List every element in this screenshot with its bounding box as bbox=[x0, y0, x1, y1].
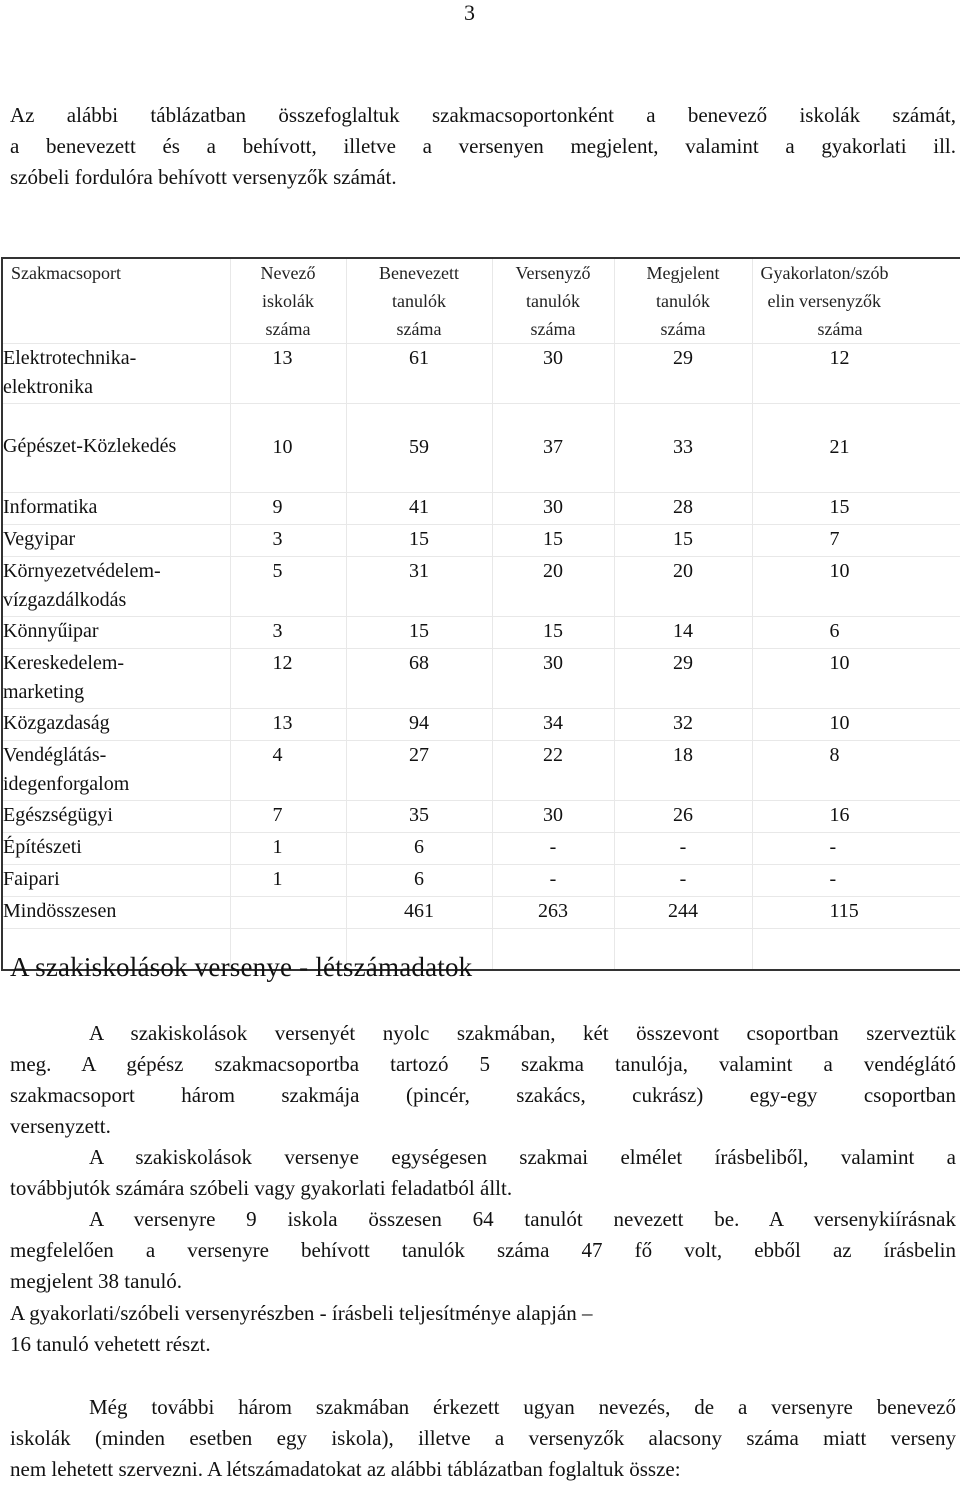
row-label: Könnyűipar bbox=[2, 617, 230, 649]
table-cell: 15 bbox=[492, 525, 614, 557]
text-line: A szakiskolások versenye egységesen szakmai elmélet írásbeliből, valamint a bbox=[89, 1145, 956, 1169]
table-cell: - bbox=[492, 865, 614, 897]
section-paragraph-1 bbox=[10, 1018, 956, 1142]
table-cell: 29 bbox=[614, 344, 752, 404]
intro-paragraph bbox=[10, 100, 956, 193]
table-cell: 461 bbox=[346, 897, 492, 929]
text-line: A gyakorlati/szóbeli versenyrészben - írásbeli teljesítménye alapján – bbox=[10, 1301, 593, 1325]
table-cell: 94 bbox=[346, 709, 492, 741]
table-cell: 16 bbox=[752, 801, 960, 833]
col-header-megjelent: Megjelent tanulók száma bbox=[614, 258, 752, 344]
col-header-nevezo-iskolak: Nevező iskolák száma bbox=[230, 258, 346, 344]
table-cell: - bbox=[614, 833, 752, 865]
table-row bbox=[2, 741, 960, 801]
table-cell: 30 bbox=[492, 649, 614, 709]
table-cell bbox=[230, 897, 346, 929]
table-cell: - bbox=[614, 865, 752, 897]
table-row bbox=[2, 833, 960, 865]
table-cell: 6 bbox=[346, 865, 492, 897]
table-cell: 4 bbox=[230, 741, 346, 801]
table-row bbox=[2, 344, 960, 404]
table-cell: 14 bbox=[614, 617, 752, 649]
table-row bbox=[2, 649, 960, 709]
table-cell: 115 bbox=[752, 897, 960, 929]
row-label: Faipari bbox=[2, 865, 230, 897]
table-cell: - bbox=[752, 865, 960, 897]
table-cell: 263 bbox=[492, 897, 614, 929]
table-cell: 10 bbox=[230, 404, 346, 493]
table-cell: 12 bbox=[230, 649, 346, 709]
intro-line: Az alábbi táblázatban összefoglaltuk szakmacsoportonként a benevező iskolák számát, bbox=[10, 103, 956, 127]
col-header-versenyzo: Versenyző tanulók száma bbox=[492, 258, 614, 344]
table-cell: 20 bbox=[492, 557, 614, 617]
table-row bbox=[2, 493, 960, 525]
table-cell: 31 bbox=[346, 557, 492, 617]
section-paragraph-2 bbox=[10, 1142, 956, 1204]
section-paragraph-4 bbox=[10, 1298, 956, 1360]
text-line: megjelent 38 tanuló. bbox=[10, 1269, 183, 1293]
table-cell: 6 bbox=[752, 617, 960, 649]
text-line: megfelelően a versenyre behívott tanulók száma 47 fő volt, ebből az írásbelin bbox=[10, 1238, 956, 1262]
table-cell: 12 bbox=[752, 344, 960, 404]
table-row bbox=[2, 557, 960, 617]
section-paragraph-3 bbox=[10, 1204, 956, 1297]
text-line: versenyzett. bbox=[10, 1114, 111, 1138]
text-line: szakmacsoport három szakmája (pincér, szakács, cukrász) egy-egy csoportban bbox=[10, 1083, 956, 1107]
table-cell: 1 bbox=[230, 833, 346, 865]
table-cell bbox=[492, 929, 614, 971]
table-cell: 18 bbox=[614, 741, 752, 801]
table-cell: 33 bbox=[614, 404, 752, 493]
table-cell: - bbox=[492, 833, 614, 865]
table-cell: 6 bbox=[346, 833, 492, 865]
page-number: 3 bbox=[464, 0, 475, 25]
table-cell: 59 bbox=[346, 404, 492, 493]
table-cell: 30 bbox=[492, 344, 614, 404]
text-line: továbbjutók számára szóbeli vagy gyakorlati feladatból állt. bbox=[10, 1176, 513, 1200]
table-cell: 7 bbox=[230, 801, 346, 833]
table-row bbox=[2, 801, 960, 833]
table-row bbox=[2, 617, 960, 649]
table-cell: 13 bbox=[230, 344, 346, 404]
row-label: Közgazdaság bbox=[2, 709, 230, 741]
table-cell: 41 bbox=[346, 493, 492, 525]
table-cell: 10 bbox=[752, 649, 960, 709]
table-cell: 15 bbox=[614, 525, 752, 557]
table-cell: 37 bbox=[492, 404, 614, 493]
text-line: Még további három szakmában érkezett ugyan nevezés, de a versenyre benevező bbox=[89, 1395, 956, 1419]
table-cell: 10 bbox=[752, 557, 960, 617]
table-cell: 15 bbox=[752, 493, 960, 525]
table-cell: 35 bbox=[346, 801, 492, 833]
table-cell: 244 bbox=[614, 897, 752, 929]
text-line: 16 tanuló vehetett részt. bbox=[10, 1332, 211, 1356]
table-row bbox=[2, 404, 960, 493]
table-cell: 68 bbox=[346, 649, 492, 709]
table-cell: 1 bbox=[230, 865, 346, 897]
section-paragraph-5 bbox=[10, 1392, 956, 1485]
table-cell: - bbox=[752, 833, 960, 865]
text-line: A versenyre 9 iskola összesen 64 tanulót nevezett be. A versenykiírásnak bbox=[89, 1207, 956, 1231]
row-label: Gépészet-Közlekedés bbox=[2, 404, 230, 493]
row-label: Környezetvédelem- vízgazdálkodás bbox=[2, 557, 230, 617]
table-cell: 29 bbox=[614, 649, 752, 709]
col-header-gyakorlaton: Gyakorlaton/szób elin versenyzők száma bbox=[752, 258, 960, 344]
table-cell: 15 bbox=[346, 617, 492, 649]
table-row bbox=[2, 525, 960, 557]
table-cell: 22 bbox=[492, 741, 614, 801]
row-label: Informatika bbox=[2, 493, 230, 525]
table-cell: 3 bbox=[230, 525, 346, 557]
row-label: Mindösszesen bbox=[2, 897, 230, 929]
text-line: nem lehetett szervezni. A létszámadatokat az alábbi táblázatban foglaltuk össze: bbox=[10, 1457, 681, 1481]
table-cell: 8 bbox=[752, 741, 960, 801]
text-line: iskolák (minden esetben egy iskola), illetve a versenyzők alacsony száma miatt verseny bbox=[10, 1426, 956, 1450]
intro-line: szóbeli fordulóra behívott versenyzők számát. bbox=[10, 165, 397, 189]
table-cell: 30 bbox=[492, 801, 614, 833]
table-cell: 61 bbox=[346, 344, 492, 404]
table-cell: 32 bbox=[614, 709, 752, 741]
row-label: Vendéglátás- idegenforgalom bbox=[2, 741, 230, 801]
table-row bbox=[2, 897, 960, 929]
table-cell: 5 bbox=[230, 557, 346, 617]
table-cell: 15 bbox=[346, 525, 492, 557]
table-row bbox=[2, 709, 960, 741]
table-cell: 9 bbox=[230, 493, 346, 525]
table-cell: 28 bbox=[614, 493, 752, 525]
row-label: Építészeti bbox=[2, 833, 230, 865]
table-header-row bbox=[2, 258, 960, 344]
table-cell: 20 bbox=[614, 557, 752, 617]
col-header-benevezett: Benevezett tanulók száma bbox=[346, 258, 492, 344]
col-header-szakmacsoport: Szakmacsoport bbox=[2, 258, 230, 344]
table-cell bbox=[614, 929, 752, 971]
table-cell: 26 bbox=[614, 801, 752, 833]
row-label: Vegyipar bbox=[2, 525, 230, 557]
table-cell: 30 bbox=[492, 493, 614, 525]
table-cell: 15 bbox=[492, 617, 614, 649]
table-cell: 7 bbox=[752, 525, 960, 557]
intro-line: a benevezett és a behívott, illetve a versenyen megjelent, valamint a gyakorlati ill. bbox=[10, 134, 956, 158]
table-row bbox=[2, 865, 960, 897]
table-cell: 27 bbox=[346, 741, 492, 801]
table-cell: 13 bbox=[230, 709, 346, 741]
row-label: Egészségügyi bbox=[2, 801, 230, 833]
text-line: meg. A gépész szakmacsoportba tartozó 5 szakma tanulója, valamint a vendéglátó bbox=[10, 1052, 956, 1076]
table-cell: 3 bbox=[230, 617, 346, 649]
table-cell: 34 bbox=[492, 709, 614, 741]
table-cell: 10 bbox=[752, 709, 960, 741]
table-cell: 21 bbox=[752, 404, 960, 493]
row-label: Kereskedelem- marketing bbox=[2, 649, 230, 709]
text-line: A szakiskolások versenyét nyolc szakmában, két összevont csoportban szerveztük bbox=[89, 1021, 956, 1045]
table-cell bbox=[752, 929, 960, 971]
row-label: Elektrotechnika- elektronika bbox=[2, 344, 230, 404]
statistics-table bbox=[1, 257, 960, 971]
section-heading: A szakiskolások versenye - létszámadatok bbox=[10, 952, 473, 982]
